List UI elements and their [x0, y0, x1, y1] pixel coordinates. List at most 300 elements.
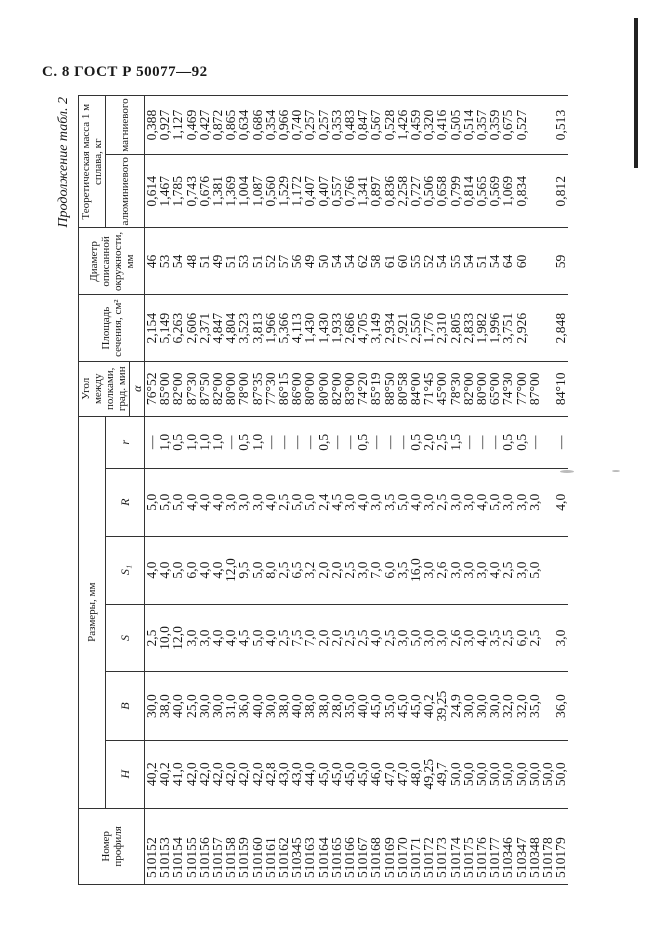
cell-S: 10,0: [158, 604, 171, 672]
cell-B: 30,0: [488, 672, 501, 740]
cell-mass-aluminum: 0,836: [383, 155, 396, 228]
cell-r: 0,5: [237, 416, 250, 468]
cell-B: 30,0: [198, 672, 211, 740]
cell-profile-number: 510156: [198, 808, 211, 884]
cell-area: 1,430: [303, 295, 316, 361]
cell-R: 3,0: [251, 468, 264, 536]
cell-mass-magnesium: 0,927: [158, 96, 171, 155]
cell-R: 3,0: [369, 468, 382, 536]
cell-S1: 2,6: [435, 536, 448, 604]
cell-r: —: [369, 416, 382, 468]
cell-mass-magnesium: 1,127: [171, 96, 184, 155]
cell-mass-magnesium: 0,359: [488, 96, 501, 155]
cell-r: 0,5: [356, 416, 369, 468]
cell-S1: 8,0: [264, 536, 277, 604]
cell-diameter: 52: [422, 228, 435, 295]
cell-mass-magnesium: 0,483: [343, 96, 356, 155]
cell-r: 1,0: [198, 416, 211, 468]
cell-S1: 6,0: [185, 536, 198, 604]
cell-diameter: 46: [145, 228, 159, 295]
cell-diameter: 55: [449, 228, 462, 295]
cell-angle: 86°00: [290, 361, 303, 416]
cell-mass-magnesium: 0,357: [475, 96, 488, 155]
cell-diameter: 58: [369, 228, 382, 295]
cell-H: 50,0: [488, 740, 501, 808]
cell-S: 4,5: [237, 604, 250, 672]
cell-mass-aluminum: 0,614: [145, 155, 159, 228]
cell-mass-magnesium: 0,567: [369, 96, 382, 155]
table-row: [251, 96, 264, 885]
table-row: [515, 96, 528, 885]
cell-S1: 16,0: [409, 536, 422, 604]
cell-mass-magnesium: 0,388: [145, 96, 159, 155]
cell-H: 50,0: [528, 740, 541, 808]
cell-r: —: [343, 416, 356, 468]
cell-angle: 82°00: [330, 361, 343, 416]
cell-diameter: 56: [290, 228, 303, 295]
cell-S: 2,5: [343, 604, 356, 672]
cell-angle: 88°50: [383, 361, 396, 416]
cell-mass-aluminum: 0,766: [343, 155, 356, 228]
cell-r: 1,0: [211, 416, 224, 468]
cell-R: 5,0: [290, 468, 303, 536]
cell-angle: 45°00: [435, 361, 448, 416]
cell-angle: 82°00: [171, 361, 184, 416]
cell-profile-number: 510346: [501, 808, 514, 884]
cell-R: 4,0: [264, 468, 277, 536]
header-dimensions: Размеры, мм: [79, 416, 106, 808]
cell-S1: 3,0: [462, 536, 475, 604]
cell-B: 28,0: [330, 672, 343, 740]
cell-area: 5,366: [277, 295, 290, 361]
cell-B: 36,0: [237, 672, 250, 740]
cell-H: 45,0: [330, 740, 343, 808]
cell-profile-number: 510173: [435, 808, 448, 884]
cell-S1: 4,0: [198, 536, 211, 604]
cell-S1: [541, 536, 554, 604]
cell-diameter: [528, 228, 541, 295]
cell-H: 42,0: [224, 740, 237, 808]
cell-diameter: 48: [185, 228, 198, 295]
cell-mass-magnesium: 0,513: [554, 96, 567, 155]
cell-diameter: 51: [224, 228, 237, 295]
cell-profile-number: 510155: [185, 808, 198, 884]
cell-B: 36,0: [554, 672, 567, 740]
cell-R: 3,5: [383, 468, 396, 536]
cell-H: 40,2: [158, 740, 171, 808]
cell-mass-aluminum: 0,407: [317, 155, 330, 228]
cell-angle: 80°58: [396, 361, 409, 416]
cell-H: 45,0: [356, 740, 369, 808]
cell-area: 2,154: [145, 295, 159, 361]
cell-angle: 82°00: [211, 361, 224, 416]
cell-mass-aluminum: 0,658: [435, 155, 448, 228]
header-angle: Угол между полками, град. мин: [79, 361, 130, 416]
table-row: [449, 96, 462, 885]
cell-mass-magnesium: 0,416: [435, 96, 448, 155]
cell-H: 49,25: [422, 740, 435, 808]
cell-S1: 3,5: [396, 536, 409, 604]
cell-mass-magnesium: 0,459: [409, 96, 422, 155]
cell-R: 3,0: [462, 468, 475, 536]
cell-angle: 80°00: [303, 361, 316, 416]
cell-diameter: 60: [515, 228, 528, 295]
cell-H: 50,0: [462, 740, 475, 808]
cell-r: 0,5: [317, 416, 330, 468]
cell-diameter: 61: [383, 228, 396, 295]
cell-H: 45,0: [343, 740, 356, 808]
cell-r: 1,0: [251, 416, 264, 468]
cell-profile-number: 510171: [409, 808, 422, 884]
cell-R: 2,5: [435, 468, 448, 536]
cell-S: 2,5: [383, 604, 396, 672]
cell-S: 3,0: [422, 604, 435, 672]
table-continuation-label: Продолжение табл. 2: [56, 97, 71, 228]
cell-area: 3,751: [501, 295, 514, 361]
page-header: С. 8 ГОСТ Р 50077—92: [42, 64, 208, 80]
cell-angle: 77°30: [264, 361, 277, 416]
cell-r: —: [145, 416, 159, 468]
cell-S1: [554, 536, 567, 604]
cell-diameter: 64: [501, 228, 514, 295]
cell-H: 50,0: [501, 740, 514, 808]
cell-profile-number: 510176: [475, 808, 488, 884]
cell-profile-number: 510154: [171, 808, 184, 884]
cell-mass-aluminum: [528, 155, 541, 228]
cell-R: 4,0: [554, 468, 567, 536]
cell-S1: 6,0: [383, 536, 396, 604]
table-row: [317, 96, 330, 885]
cell-r: 2,0: [422, 416, 435, 468]
cell-S: 3,0: [396, 604, 409, 672]
cell-r: —: [224, 416, 237, 468]
cell-r: —: [277, 416, 290, 468]
cell-R: 2,4: [317, 468, 330, 536]
cell-angle: 87°50: [198, 361, 211, 416]
cell-diameter: 54: [488, 228, 501, 295]
cell-R: 3,0: [422, 468, 435, 536]
cell-S: 3,5: [488, 604, 501, 672]
cell-R: 3,0: [449, 468, 462, 536]
cell-angle: 78°00: [237, 361, 250, 416]
cell-profile-number: 510164: [317, 808, 330, 884]
cell-r: 0,5: [171, 416, 184, 468]
cell-S1: 5,0: [528, 536, 541, 604]
table-row: [383, 96, 396, 885]
cell-B: 38,0: [303, 672, 316, 740]
cell-diameter: 53: [237, 228, 250, 295]
cell-mass-aluminum: 0,897: [369, 155, 382, 228]
cell-B: 38,0: [277, 672, 290, 740]
cell-mass-aluminum: 0,506: [422, 155, 435, 228]
table-row: [435, 96, 448, 885]
cell-S: 2,5: [356, 604, 369, 672]
cell-area: 2,848: [554, 295, 567, 361]
cell-B: 35,0: [343, 672, 356, 740]
cell-S1: 9,5: [237, 536, 250, 604]
cell-R: 3,0: [343, 468, 356, 536]
cell-diameter: 54: [343, 228, 356, 295]
cell-angle: 65°00: [488, 361, 501, 416]
cell-mass-magnesium: 0,872: [211, 96, 224, 155]
cell-angle: 84°10: [554, 361, 567, 416]
cell-angle: 84°00: [409, 361, 422, 416]
cell-B: 39,25: [435, 672, 448, 740]
cell-angle: 87°35: [251, 361, 264, 416]
header-S1: S₁: [106, 536, 145, 604]
cell-mass-magnesium: 0,686: [251, 96, 264, 155]
cell-mass-magnesium: 0,740: [290, 96, 303, 155]
cell-B: 45,0: [369, 672, 382, 740]
cell-R: 5,0: [171, 468, 184, 536]
cell-H: 40,2: [145, 740, 159, 808]
cell-profile-number: 510153: [158, 808, 171, 884]
header-H: H: [106, 740, 145, 808]
cell-mass-aluminum: 2,258: [396, 155, 409, 228]
cell-profile-number: 510163: [303, 808, 316, 884]
cell-S1: 5,0: [171, 536, 184, 604]
cell-area: 2,833: [462, 295, 475, 361]
cell-H: 50,0: [475, 740, 488, 808]
cell-angle: 77°00: [515, 361, 528, 416]
cell-S: 4,0: [369, 604, 382, 672]
table-frame: [56, 95, 634, 885]
cell-r: 1,0: [185, 416, 198, 468]
cell-S: 7,5: [290, 604, 303, 672]
cell-B: 45,0: [396, 672, 409, 740]
cell-diameter: 53: [158, 228, 171, 295]
cell-profile-number: 510179: [554, 808, 567, 884]
cell-r: —: [462, 416, 475, 468]
cell-r: 1,0: [158, 416, 171, 468]
cell-H: 44,0: [303, 740, 316, 808]
table-row: [369, 96, 382, 885]
cell-diameter: 55: [409, 228, 422, 295]
cell-H: 42,0: [251, 740, 264, 808]
header-diameter: Диаметр описанной окружности, мм: [79, 228, 145, 295]
header-B: B: [106, 672, 145, 740]
cell-H: 48,0: [409, 740, 422, 808]
cell-S: 5,0: [251, 604, 264, 672]
cell-angle: 80°00: [224, 361, 237, 416]
table-row: [554, 96, 567, 885]
cell-S: 2,5: [501, 604, 514, 672]
cell-S1: 5,0: [251, 536, 264, 604]
cell-area: 4,705: [356, 295, 369, 361]
header-alpha: α: [130, 361, 145, 416]
cell-S: 4,0: [211, 604, 224, 672]
cell-S1: 3,0: [475, 536, 488, 604]
cell-H: 42,0: [185, 740, 198, 808]
cell-area: 1,430: [317, 295, 330, 361]
cell-S1: 2,0: [317, 536, 330, 604]
cell-S: 2,5: [277, 604, 290, 672]
header-profile-number: Номер профиля: [79, 808, 145, 884]
cell-S: 6,0: [515, 604, 528, 672]
cell-B: 30,0: [211, 672, 224, 740]
cell-r: —: [554, 416, 567, 468]
cell-R: 3,0: [528, 468, 541, 536]
cell-r: —: [290, 416, 303, 468]
cell-diameter: 52: [264, 228, 277, 295]
cell-r: 2,5: [435, 416, 448, 468]
cell-R: 3,0: [224, 468, 237, 536]
cell-B: 40,0: [290, 672, 303, 740]
cell-mass-magnesium: 0,675: [501, 96, 514, 155]
cell-B: 32,0: [515, 672, 528, 740]
cell-area: 2,371: [198, 295, 211, 361]
table-row: [171, 96, 184, 885]
page-edge-bar: [634, 18, 638, 168]
cell-S1: 3,2: [303, 536, 316, 604]
cell-mass-aluminum: 1,069: [501, 155, 514, 228]
cell-mass-aluminum: 0,814: [462, 155, 475, 228]
cell-angle: 80°00: [317, 361, 330, 416]
cell-area: 2,934: [383, 295, 396, 361]
cell-H: 47,0: [396, 740, 409, 808]
table-body: [145, 96, 568, 885]
cell-profile-number: 510177: [488, 808, 501, 884]
cell-S: 2,5: [145, 604, 159, 672]
cell-r: —: [303, 416, 316, 468]
cell-B: 40,0: [251, 672, 264, 740]
cell-mass-aluminum: 0,727: [409, 155, 422, 228]
cell-mass-aluminum: 0,812: [554, 155, 567, 228]
cell-H: 50,0: [515, 740, 528, 808]
cell-S: 7,0: [303, 604, 316, 672]
cell-mass-magnesium: 1,426: [396, 96, 409, 155]
cell-mass-aluminum: 0,743: [185, 155, 198, 228]
cell-profile-number: 510158: [224, 808, 237, 884]
cell-B: 30,0: [145, 672, 159, 740]
cell-S1: 2,0: [330, 536, 343, 604]
table-row: [303, 96, 316, 885]
cell-mass-aluminum: 1,004: [237, 155, 250, 228]
cell-R: 4,0: [198, 468, 211, 536]
cell-diameter: 50: [317, 228, 330, 295]
cell-mass-magnesium: 0,865: [224, 96, 237, 155]
cell-H: 45,0: [317, 740, 330, 808]
cell-R: 4,0: [475, 468, 488, 536]
cell-S: 3,0: [462, 604, 475, 672]
cell-mass-magnesium: 0,634: [237, 96, 250, 155]
cell-area: 3,523: [237, 295, 250, 361]
cell-r: —: [528, 416, 541, 468]
cell-S1: 2,5: [501, 536, 514, 604]
cell-area: 1,996: [488, 295, 501, 361]
cell-diameter: 59: [554, 228, 567, 295]
cell-r: —: [383, 416, 396, 468]
cell-H: 42,8: [264, 740, 277, 808]
cell-H: 42,0: [198, 740, 211, 808]
cell-angle: 76°52: [145, 361, 159, 416]
cell-mass-aluminum: 1,369: [224, 155, 237, 228]
cell-mass-aluminum: 1,087: [251, 155, 264, 228]
cell-mass-magnesium: 0,966: [277, 96, 290, 155]
cell-mass-magnesium: 0,527: [515, 96, 528, 155]
cell-B: 45,0: [409, 672, 422, 740]
cell-mass-aluminum: 0,569: [488, 155, 501, 228]
cell-r: —: [330, 416, 343, 468]
cell-R: 4,0: [211, 468, 224, 536]
cell-diameter: 51: [475, 228, 488, 295]
cell-area: 2,550: [409, 295, 422, 361]
cell-B: 40,0: [356, 672, 369, 740]
cell-H: 47,0: [383, 740, 396, 808]
cell-S1: 2,5: [343, 536, 356, 604]
cell-R: 5,0: [145, 468, 159, 536]
cell-profile-number: 510345: [290, 808, 303, 884]
cell-S: 2,6: [449, 604, 462, 672]
cell-angle: 87°30: [185, 361, 198, 416]
cell-S1: 4,0: [488, 536, 501, 604]
cell-S: 4,0: [264, 604, 277, 672]
cell-B: 38,0: [317, 672, 330, 740]
cell-angle: 83°00: [343, 361, 356, 416]
header-S: S: [106, 604, 145, 672]
cell-S1: 4,0: [145, 536, 159, 604]
cell-angle: 86°15: [277, 361, 290, 416]
cell-R: 4,0: [185, 468, 198, 536]
cell-S1: 12,0: [224, 536, 237, 604]
cell-R: 3,0: [515, 468, 528, 536]
cell-H: 43,0: [290, 740, 303, 808]
cell-S: 5,0: [409, 604, 422, 672]
cell-profile-number: 510162: [277, 808, 290, 884]
cell-mass-aluminum: 0,565: [475, 155, 488, 228]
cell-mass-magnesium: 0,257: [303, 96, 316, 155]
cell-r: 0,5: [501, 416, 514, 468]
cell-mass-magnesium: [528, 96, 541, 155]
cell-S1: 6,5: [290, 536, 303, 604]
cell-area: 7,921: [396, 295, 409, 361]
cell-r: 1,5: [449, 416, 462, 468]
cell-H: 41,0: [171, 740, 184, 808]
cell-S: 2,0: [330, 604, 343, 672]
cell-area: 3,813: [251, 295, 264, 361]
cell-H: 42,0: [211, 740, 224, 808]
cell-B: 24,9: [449, 672, 462, 740]
cell-B: 38,0: [158, 672, 171, 740]
cell-profile-number: 510165: [330, 808, 343, 884]
cell-H: 50,0: [541, 740, 554, 808]
cell-area: 2,926: [515, 295, 528, 361]
cell-area: 4,847: [211, 295, 224, 361]
cell-r: —: [396, 416, 409, 468]
cell-mass-aluminum: 0,407: [303, 155, 316, 228]
cell-S1: 3,0: [449, 536, 462, 604]
cell-mass-magnesium: 0,320: [422, 96, 435, 155]
cell-diameter: 54: [171, 228, 184, 295]
cell-B: 35,0: [383, 672, 396, 740]
cell-area: 2,805: [449, 295, 462, 361]
cell-r: —: [488, 416, 501, 468]
cell-area: 1,933: [330, 295, 343, 361]
cell-area: 6,263: [171, 295, 184, 361]
cell-mass-magnesium: 0,505: [449, 96, 462, 155]
cell-H: 50,0: [554, 740, 567, 808]
cell-diameter: 60: [396, 228, 409, 295]
header-area: Площадь сечения, см²: [79, 295, 145, 361]
cell-angle: 71°45: [422, 361, 435, 416]
cell-S: 3,0: [185, 604, 198, 672]
cell-area: 1,982: [475, 295, 488, 361]
cell-angle: 82°00: [462, 361, 475, 416]
cell-H: 42,0: [237, 740, 250, 808]
cell-S1: 7,0: [369, 536, 382, 604]
cell-profile-number: 510169: [383, 808, 396, 884]
cell-S: 3,0: [435, 604, 448, 672]
